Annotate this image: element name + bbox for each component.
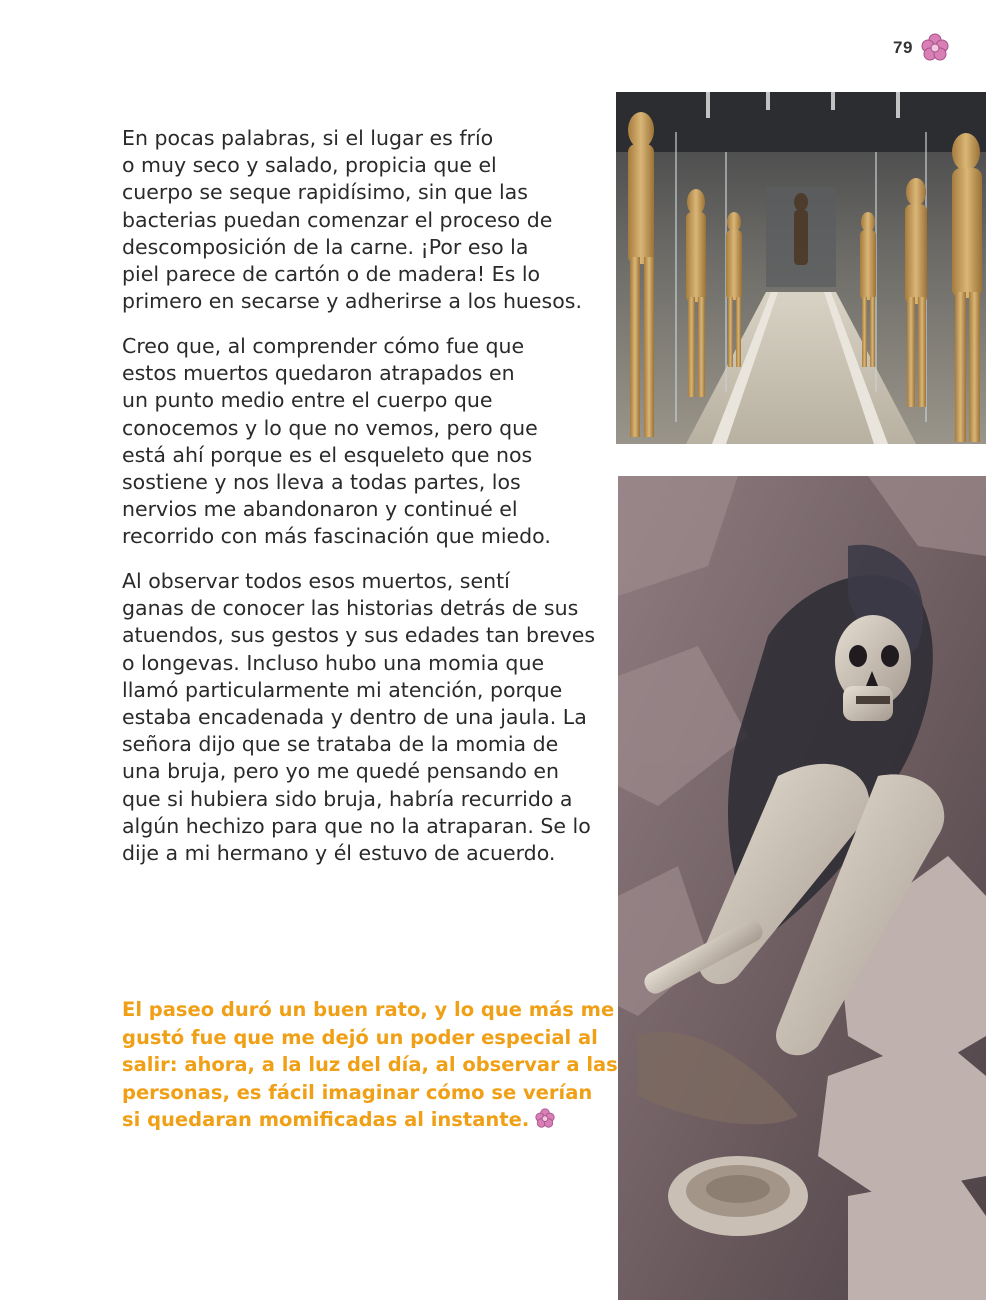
text-line: una bruja, pero yo me quedé pensando en	[122, 759, 560, 784]
closing-line: gustó fue que me dejó un poder especial al	[122, 1025, 598, 1049]
closing-line: El paseo duró un buen rato, y lo que más me	[122, 998, 615, 1021]
closing-line-last	[122, 1106, 602, 1134]
text-line: bacterias puedan comenzar el proceso de	[122, 207, 553, 232]
mummy-photo	[618, 476, 986, 1300]
text-line: está ahí porque es el esqueleto que nos	[122, 442, 533, 467]
closing-paragraph	[122, 996, 618, 1134]
museum-hall-photo	[616, 92, 986, 444]
text-line: primero en secarse y adherirse a los huesos.	[122, 289, 582, 314]
page-number: 79	[893, 38, 913, 57]
text-line: estos muertos quedaron atrapados en	[122, 361, 515, 386]
text-line: ganas de conocer las historias detrás de sus	[122, 596, 579, 621]
text-line: que si hubiera sido bruja, habría recurrido a	[122, 786, 573, 811]
text-line: Creo que, al comprender cómo fue que	[122, 334, 525, 358]
text-line: señora dijo que se trataba de la momia de	[122, 732, 559, 757]
body-paragraph	[122, 333, 592, 551]
body-paragraph	[122, 568, 596, 867]
flower-icon	[533, 1106, 557, 1130]
text-line: En pocas palabras, si el lugar es frío	[122, 126, 494, 150]
body-paragraph	[122, 125, 592, 315]
closing-line: salir: ahora, a la luz del día, al observar a las	[122, 1053, 618, 1076]
text-line: llamó particularmente mi atención, porque	[122, 677, 563, 702]
text-line: o muy seco y salado, propicia que el	[122, 153, 497, 178]
text-line: un punto medio entre el cuerpo que	[122, 388, 493, 413]
text-line: piel parece de cartón o de madera! Es lo	[122, 262, 541, 287]
text-line: recorrido con más fascinación que miedo.	[122, 524, 551, 549]
text-line: nervios me abandonaron y continué el	[122, 497, 518, 522]
closing-line: personas, es fácil imaginar cómo se verían	[122, 1080, 593, 1104]
text-line: descomposición de la carne. ¡Por eso la	[122, 234, 529, 259]
text-line: sostiene y nos lleva a todas partes, los	[122, 470, 521, 495]
text-line: dije a mi hermano y él estuvo de acuerdo.	[122, 841, 556, 866]
text-line: Al observar todos esos muertos, sentí	[122, 569, 510, 593]
text-line: o longevas. Incluso hubo una momia que	[122, 650, 545, 675]
text-line: cuerpo se seque rapidísimo, sin que las	[122, 180, 528, 205]
text-line: algún hechizo para que no la atraparan. Se lo	[122, 813, 591, 838]
text-line: conocemos y lo que no vemos, pero que	[122, 415, 538, 440]
closing-line: si quedaran momificadas al instante.	[122, 1108, 530, 1131]
text-line: estaba encadenada y dentro de una jaula. La	[122, 705, 587, 730]
flower-icon	[918, 30, 952, 64]
text-line: atuendos, sus gestos y sus edades tan breves	[122, 623, 596, 648]
